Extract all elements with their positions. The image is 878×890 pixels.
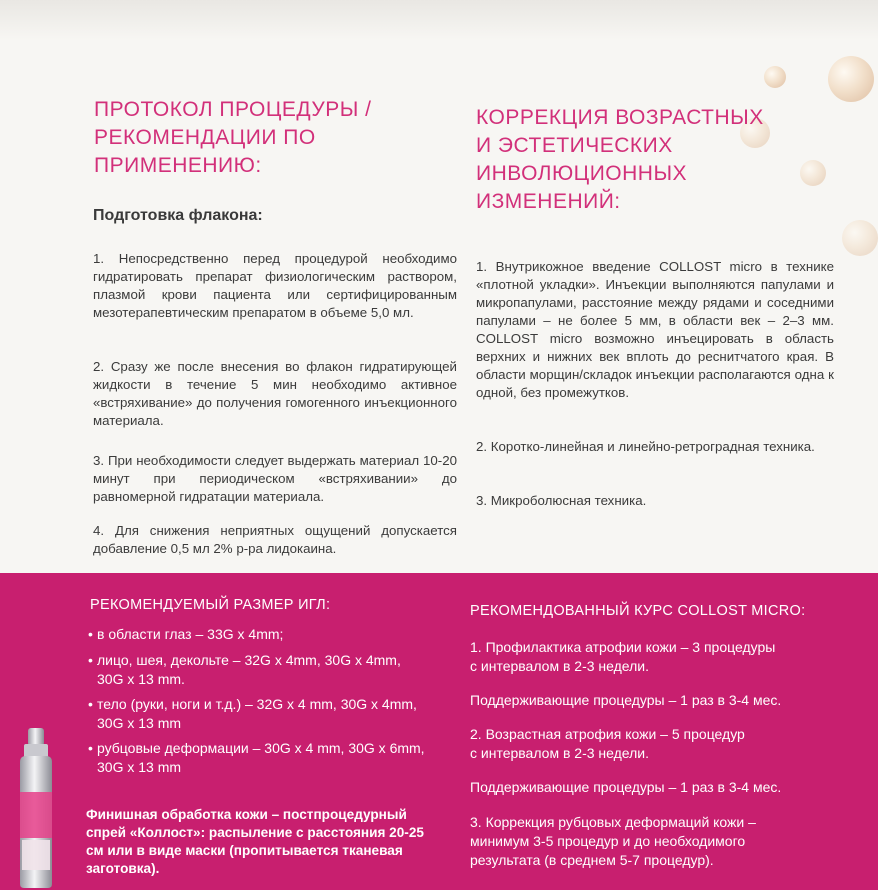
bullet: • (88, 652, 93, 668)
course-line: Поддерживающие процедуры – 1 раз в 3-4 мес. (470, 779, 782, 795)
scan-shadow (0, 0, 878, 40)
needle-size-item (88, 625, 283, 644)
correction-title-line: КОРРЕКЦИЯ ВОЗРАСТНЫХ (476, 106, 764, 129)
protocol-title-line: ПРОТОКОЛ ПРОЦЕДУРЫ / (94, 98, 372, 121)
course-line: минимум 3-5 процедур и до необходимого (470, 833, 746, 849)
needle-line: рубцовые деформации – 30G х 4 mm, 30G х 6mm, (97, 740, 425, 756)
spray-bottle-icon (6, 728, 66, 888)
needle-line: 30G х 13 mm (97, 759, 182, 775)
protocol-title-line: ПРИМЕНЕНИЮ: (94, 154, 262, 177)
correction-item: 2. Коротко-линейная и линейно-ретроградная техника. (476, 439, 815, 454)
course-line: с интервалом в 2-3 недели. (470, 745, 649, 761)
needle-size-item (88, 695, 417, 733)
bullet: • (88, 626, 93, 642)
pearl-decoration-icon (842, 220, 878, 256)
course-line: результата (в среднем 5-7 процедур). (470, 852, 714, 868)
protocol-title-line: РЕКОМЕНДАЦИИ ПО (94, 126, 316, 149)
correction-item: 1. Внутрикожное введение COLLOST micro в технике «плотной укладки». Инъекции выполняются папулами и микропапулами, расстояние между рядами и соседними папулами – не более 5 мм, в области век – 2–3 мм. COLLOST micro возможно инъецировать в область верхних и нижних век вплоть до реснитчатого края. В области морщин/складок инъекции располагаются одна к одной, без промежутков. (476, 259, 834, 400)
vial-preparation-subtitle: Подготовка флакона: (93, 207, 263, 224)
course-item (470, 725, 745, 763)
needle-line: тело (руки, ноги и т.д.) – 32G х 4 mm, 30G х 4mm, (97, 696, 417, 712)
course-item (470, 778, 781, 797)
course-line: 3. Коррекция рубцовых деформаций кожи – (470, 814, 756, 830)
correction-title-line: И ЭСТЕТИЧЕСКИХ (476, 134, 673, 157)
protocol-step: 4. Для снижения неприятных ощущений допускается добавление 0,5 мл 2% р-ра лидокаина. (93, 523, 457, 556)
protocol-step: 3. При необходимости следует выдержать материал 10-20 минут при периодическом «встряхивании» до равномерной гидратации материала. (93, 453, 457, 504)
protocol-step: 2. Сразу же после внесения во флакон гидратирующей жидкости в течение 5 мин необходимо активное «встряхивание» до получения гомогенного инъекционного материала. (93, 359, 457, 428)
bullet: • (88, 696, 93, 712)
course-item (470, 638, 775, 676)
course-heading: РЕКОМЕНДОВАННЫЙ КУРС COLLOST MICRO: (470, 603, 806, 619)
bullet: • (88, 740, 93, 756)
needle-line: лицо, шея, декольте – 32G х 4mm, 30G х 4mm, (97, 652, 401, 668)
course-line: 2. Возрастная атрофия кожи – 5 процедур (470, 726, 745, 742)
needle-line: 30G х 13 mm (97, 715, 182, 731)
correction-item: 3. Микроболюсная техника. (476, 493, 647, 508)
needle-size-heading: РЕКОМЕНДУЕМЫЙ РАЗМЕР ИГЛ: (90, 597, 331, 613)
course-item (470, 691, 781, 710)
course-item (470, 813, 756, 870)
needle-size-item (88, 739, 425, 777)
finish-note: Финишная обработка кожи – постпроцедурный спрей «Коллост»: распыление с расстояния 20-25 см или в виде маски (пропитывается тканевая заготовка). (86, 807, 424, 876)
protocol-step: 1. Непосредственно перед процедурой необходимо гидратировать препарат физиологическим раствором, плазмой крови пациента или сертифицированным мезотерапевтическим препаратом в объеме 5,0 мл. (93, 251, 457, 320)
course-line: Поддерживающие процедуры – 1 раз в 3-4 мес. (470, 692, 782, 708)
course-line: 1. Профилактика атрофии кожи – 3 процедуры (470, 639, 776, 655)
course-line: с интервалом в 2-3 недели. (470, 658, 649, 674)
protocol-title (94, 96, 371, 180)
needle-size-item (88, 651, 401, 689)
correction-title (476, 104, 764, 216)
correction-title-line: ИЗМЕНЕНИЙ: (476, 190, 621, 213)
pearl-decoration-icon (800, 160, 826, 186)
pearl-decoration-icon (764, 66, 786, 88)
pearl-decoration-icon (828, 56, 874, 102)
needle-line: 30G х 13 mm. (97, 671, 185, 687)
correction-title-line: ИНВОЛЮЦИОННЫХ (476, 162, 688, 185)
needle-line: в области глаз – 33G х 4mm; (97, 626, 284, 642)
